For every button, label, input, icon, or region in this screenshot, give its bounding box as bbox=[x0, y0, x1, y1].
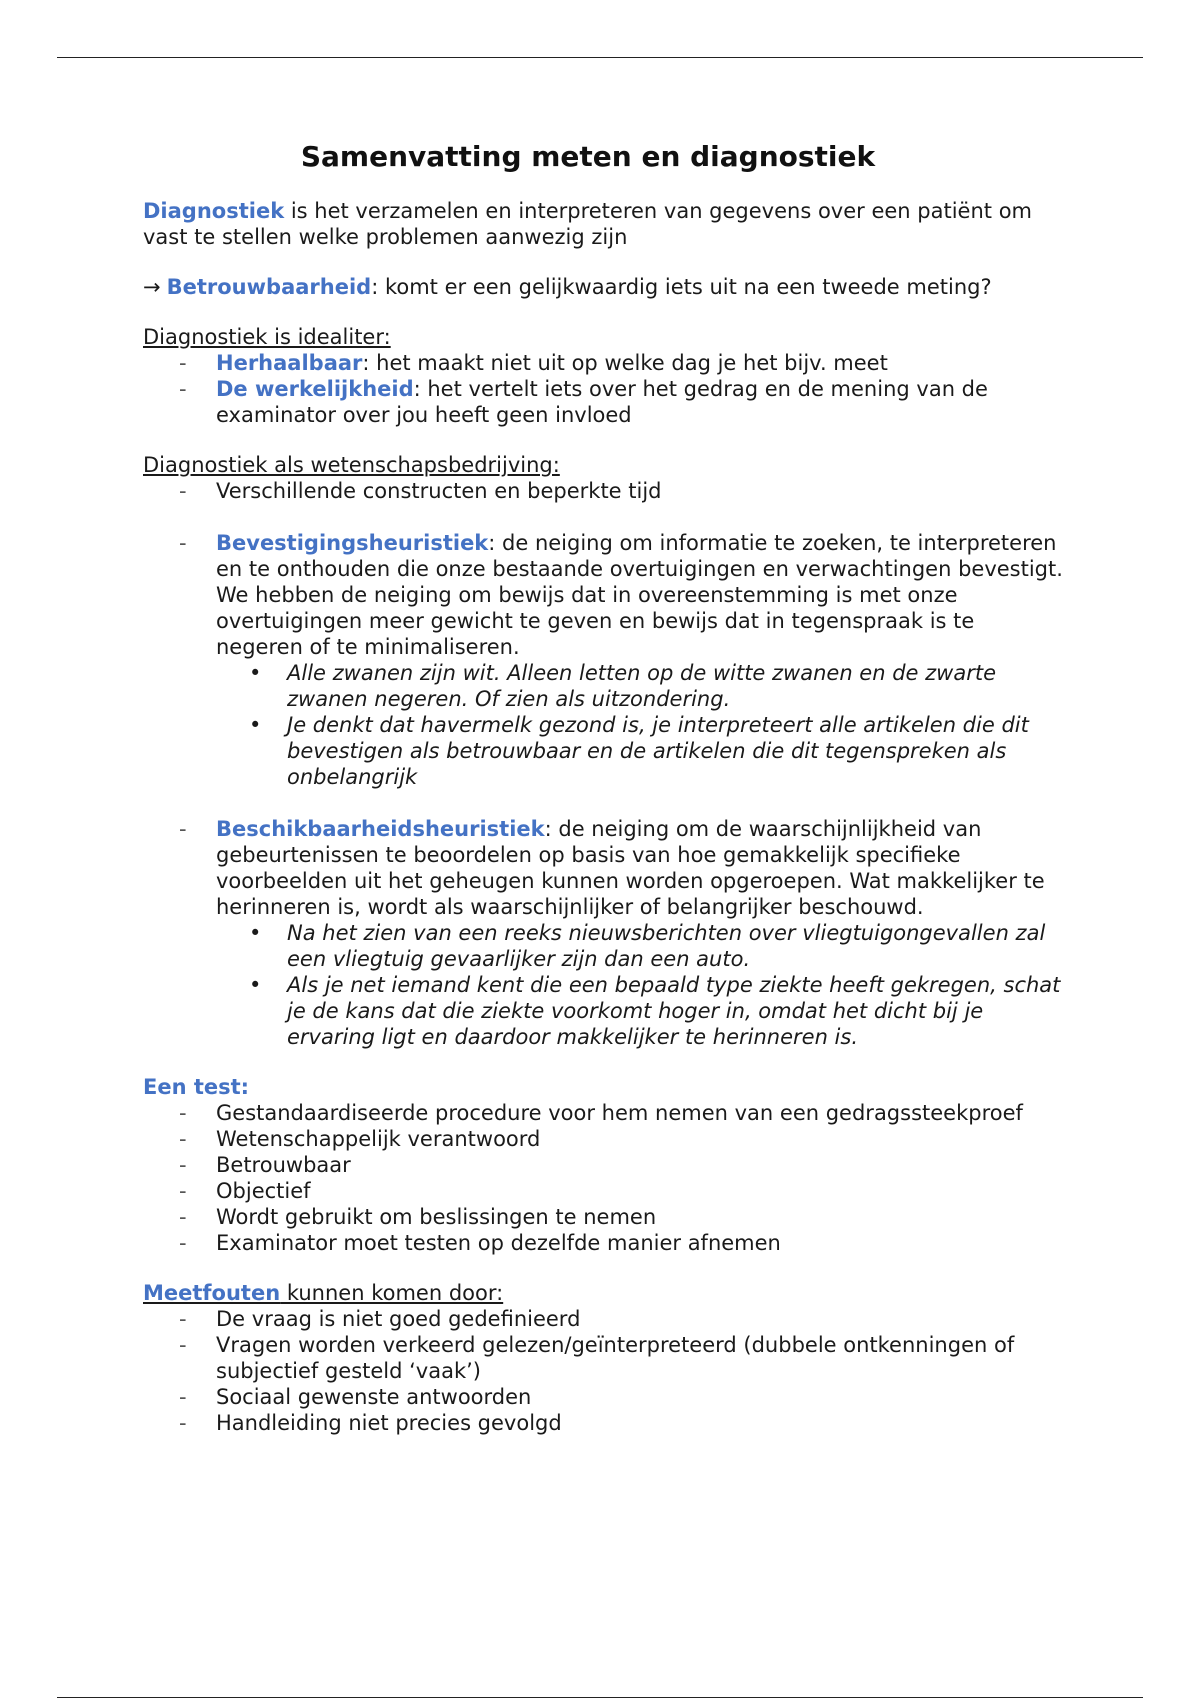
reliability-line: → Betrouwbaarheid: komt er een gelijkwaardig iets uit na een tweede meting? bbox=[143, 275, 992, 299]
list-item: - Vragen worden verkeerd gelezen/geïnterpreteerd (dubbele ontkenningen of subjectief gesteld ‘vaak’) bbox=[143, 1332, 1063, 1384]
confirmation-examples bbox=[216, 660, 1063, 790]
header-rule bbox=[57, 57, 1143, 58]
document-page bbox=[143, 138, 1063, 1436]
term-diagnostiek: Diagnostiek bbox=[143, 199, 285, 223]
errors-list bbox=[143, 1306, 1063, 1436]
list-item: - Herhaalbaar: het maakt niet uit op welke dag je het bijv. meet bbox=[143, 350, 1063, 376]
ideal-list bbox=[143, 350, 1063, 428]
list-item: - Examinator moet testen op dezelfde manier afnemen bbox=[143, 1230, 1063, 1256]
science-heading: Diagnostiek als wetenschapsbedrijving: bbox=[143, 453, 560, 477]
list-item: - Betrouwbaar bbox=[143, 1152, 1063, 1178]
test-heading: Een test: bbox=[143, 1075, 250, 1099]
science-list bbox=[143, 478, 1063, 1050]
example-item: • Na het zien van een reeks nieuwsberichten over vliegtuigongevallen zal een vliegtuig gevaarlijker zijn dan een auto. bbox=[215, 920, 1063, 972]
list-item: - Handleiding niet precies gevolgd bbox=[143, 1410, 1063, 1436]
list-item: - De vraag is niet goed gedefinieerd bbox=[143, 1306, 1063, 1332]
list-item-availability: - Beschikbaarheidsheuristiek: de neiging om de waarschijnlijkheid van gebeurtenissen te beoordelen op basis van hoe gemakkelijk specifieke voorbeelden uit het geheugen kunnen worden opgeroepen. Wat makkelijker te herinneren is, wordt als waarschijnlijker of belangrijker beschouwd. • Na het zien van een reeks nieuwsberichten over vliegtuigongevallen zal een vliegtuig gevaarlijker zijn dan een auto. • Als je net iemand kent die een bepaald type ziekte heeft gekregen, schat je de kans dat die ziekte voorkomt hoger in, omdat het dicht bij je ervaring ligt en daardoor makkelijker te herinneren is. bbox=[143, 816, 1063, 1050]
errors-heading: Meetfouten kunnen komen door: bbox=[143, 1281, 504, 1305]
test-list bbox=[143, 1100, 1063, 1256]
example-item: • Als je net iemand kent die een bepaald type ziekte heeft gekregen, schat je de kans dat die ziekte voorkomt hoger in, omdat het dicht bij je ervaring ligt en daardoor makkelijker te herinneren is. bbox=[215, 972, 1063, 1050]
list-item: - Objectief bbox=[143, 1178, 1063, 1204]
list-item: - Verschillende constructen en beperkte tijd bbox=[143, 478, 1063, 504]
list-item: - Gestandaardiseerde procedure voor hem nemen van een gedragssteekproef bbox=[143, 1100, 1063, 1126]
term-meetfouten: Meetfouten bbox=[143, 1281, 281, 1305]
list-item: - Wordt gebruikt om beslissingen te nemen bbox=[143, 1204, 1063, 1230]
list-item-confirmation: - Bevestigingsheuristiek: de neiging om informatie te zoeken, te interpreteren en te onthouden die onze bestaande overtuigingen en verwachtingen bevestigt. We hebben de neiging om bewijs dat in overeenstemming is met onze overtuigingen meer gewicht te geven en bewijs dat in tegenspraak is te negeren of te minimaliseren. • Alle zwanen zijn wit. Alleen letten op de witte zwanen en de zwarte zwanen negeren. Of zien als uitzondering. • Je denkt dat havermelk gezond is, je interpreteert alle artikelen die dit bevestigen als betrouwbaar en de artikelen die dit tegenspreken als onbelangrijk bbox=[143, 530, 1063, 790]
list-item: - Wetenschappelijk verantwoord bbox=[143, 1126, 1063, 1152]
arrow-icon: → bbox=[143, 275, 161, 299]
list-item: - Sociaal gewenste antwoorden bbox=[143, 1384, 1063, 1410]
term-betrouwbaarheid: Betrouwbaarheid bbox=[166, 275, 372, 299]
list-item: - De werkelijkheid: het vertelt iets over het gedrag en de mening van de examinator over jou heeft geen invloed bbox=[143, 376, 1063, 428]
example-item: • Je denkt dat havermelk gezond is, je interpreteert alle artikelen die dit bevestigen als betrouwbaar en de artikelen die dit tegenspreken als onbelangrijk bbox=[215, 712, 1063, 790]
page-title: Samenvatting meten en diagnostiek bbox=[300, 140, 876, 173]
intro-paragraph: Diagnostiek is het verzamelen en interpreteren van gegevens over een patiënt om vast te stellen welke problemen aanwezig zijn bbox=[143, 199, 1032, 249]
availability-examples bbox=[216, 920, 1063, 1050]
example-item: • Alle zwanen zijn wit. Alleen letten op de witte zwanen en de zwarte zwanen negeren. Of zien als uitzondering. bbox=[215, 660, 1063, 712]
footer-rule bbox=[57, 1697, 1143, 1698]
ideal-heading: Diagnostiek is idealiter: bbox=[143, 325, 391, 349]
